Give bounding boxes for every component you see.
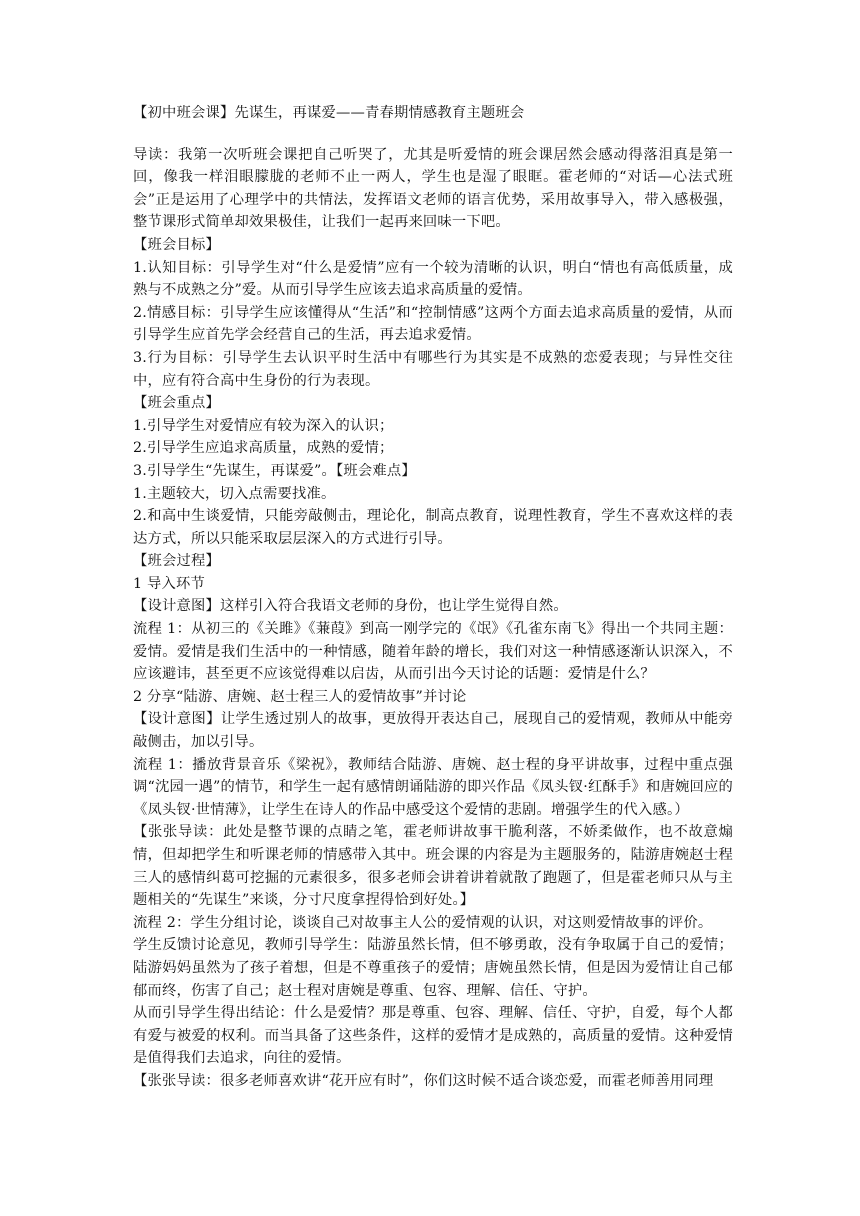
- student-feedback: 学生反馈讨论意见，教师引导学生：陆游虽然长情，但不够勇敢，没有争取属于自己的爱情；陆游妈妈虽然为了孩子着想，但是不尊重孩子的爱情；唐婉虽然长情，但是因为爱情让自己郁郁而终，伤害了自己；赵士程对唐婉是尊重、包容、理解、信任、守护。: [133, 937, 733, 999]
- key-point-1: 1.引导学生对爱情应有较为深入的认识；: [133, 417, 394, 434]
- goal-cognitive: 1.认知目标：引导学生对“什么是爱情”应有一个较为清晰的认识，明白“情也有高低质量，成熟与不成熟之分”爱。从而引导学生应该去追求高质量的爱情。: [133, 259, 733, 299]
- section-heading-goals: 【班会目标】: [133, 236, 220, 253]
- step-2-flow-1: 流程 1：播放背景音乐《梁祝》，教师结合陆游、唐婉、赵士程的身平讲故事，过程中重点强调“沈园一遇”的情节，和学生一起有感情朗诵陆游的即兴作品《凤头钗·红酥手》和唐婉回应的《凤头钗·世情薄》，让学生在诗人的作品中感受这个爱情的悲剧。增强学生的代入感。）: [133, 756, 733, 818]
- step-2-design-intent: 【设计意图】让学生透过别人的故事，更放得开表达自己，展现自己的爱情观，教师从中能旁敲侧击，加以引导。: [133, 711, 733, 751]
- step-1-flow-1: 流程 1：从初三的《关雎》《蒹葭》到高一刚学完的《氓》《孔雀东南飞》得出一个共同主题：爱情。爱情是我们生活中的一种情感，随着年龄的增长，我们对这一种情感逐渐认识深入，不应该避讳，甚至更不应该觉得难以启齿，从而引出今天讨论的话题：爱情是什么？: [133, 621, 733, 683]
- step-1-design-intent: 【设计意图】这样引入符合我语文老师的身份，也让学生觉得自然。: [133, 598, 568, 615]
- key-point-3: 3.引导学生“先谋生，再谋爱”。【班会难点】: [133, 462, 416, 479]
- commentary-2: 【张张导读：很多老师喜欢讲“花开应有时”，你们这时候不适合谈恋爱，而霍老师善用同理: [133, 1072, 714, 1089]
- step-1-heading: 1 导入环节: [133, 575, 206, 592]
- document-title: 【初中班会课】先谋生，再谋爱——青春期情感教育主题班会: [133, 105, 525, 121]
- goal-behavioral: 3.行为目标：引导学生去认识平时生活中有哪些行为其实是不成熟的恋爱表现；与异性交往中，应有符合高中生身份的行为表现。: [133, 349, 733, 389]
- commentary-1: 【张张导读：此处是整节课的点睛之笔，霍老师讲故事干脆利落，不娇柔做作，也不故意煽情，但却把学生和听课老师的情感带入其中。班会课的内容是为主题服务的，陆游唐婉赵士程三人的感情纠葛可挖掘的元素很多，很多老师会讲着讲着就散了跑题了，但是霍老师只从与主题相关的“先谋生”来谈，分寸尺度拿捏得恰到好处。】: [133, 824, 733, 909]
- difficulty-1: 1.主题较大，切入点需要找准。: [133, 485, 336, 502]
- document-page: [133, 102, 733, 1093]
- step-2-flow-2: 流程 2：学生分组讨论，谈谈自己对故事主人公的爱情观的认识，对这则爱情故事的评价。: [133, 914, 713, 931]
- intro-paragraph: 导读：我第一次听班会课把自己听哭了，尤其是听爱情的班会课居然会感动得落泪真是第一回，像我一样泪眼朦胧的老师不止一两人，学生也是湿了眼眶。霍老师的“对话—心法式班会”正是运用了心理学中的共情法，发挥语文老师的语言优势，采用故事导入，带入感极强，整节课形式简单却效果极佳，让我们一起再来回味一下吧。: [133, 146, 733, 231]
- goal-emotional: 2.情感目标：引导学生应该懂得从“生活”和“控制情感”这两个方面去追求高质量的爱情，从而引导学生应首先学会经营自己的生活，再去追求爱情。: [133, 304, 733, 344]
- section-heading-process: 【班会过程】: [133, 553, 220, 570]
- step-2-heading: 2 分享“陆游、唐婉、赵士程三人的爱情故事”并讨论: [133, 688, 467, 705]
- conclusion: 从而引导学生得出结论：什么是爱情？那是尊重、包容、理解、信任、守护，自爱，每个人都有爱与被爱的权利。而当具备了这些条件，这样的爱情才是成熟的，高质量的爱情。这种爱情是值得我们去追求，向往的爱情。: [133, 1005, 733, 1067]
- section-heading-key-points: 【班会重点】: [133, 395, 220, 412]
- key-point-2: 2.引导学生应追求高质量，成熟的爱情；: [133, 440, 394, 457]
- difficulty-2: 2.和高中生谈爱情，只能旁敲侧击，理论化，制高点教育，说理性教育，学生不喜欢这样的表达方式，所以只能采取层层深入的方式进行引导。: [133, 508, 733, 547]
